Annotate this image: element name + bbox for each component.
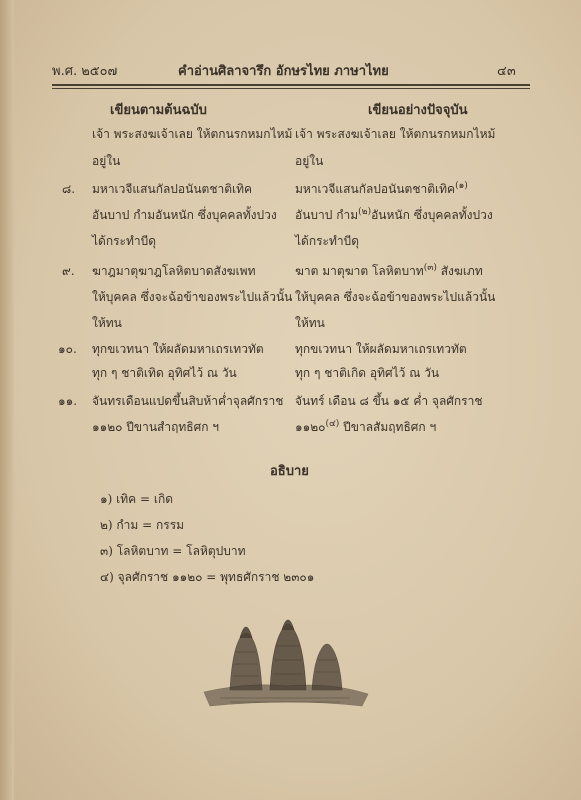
right-text: อันบาป กำม <box>295 208 359 222</box>
footnote-ref: (๔) <box>325 419 340 429</box>
left-line: ได้กระทำบีดุ <box>92 234 157 248</box>
right-line: ให้บุคคล ซึ่งจะฉ้อข้าของพระไปแล้วนั้น <box>295 290 496 304</box>
right-line: ทุกขเวทนา ให้ผลัดมหาเถรเทวทัต <box>295 342 467 356</box>
header-rule <box>52 84 530 86</box>
footnote-ref: (๑) <box>455 181 468 191</box>
right-text: ๑๑๒๐ <box>295 420 326 434</box>
page-binding-edge <box>0 0 14 800</box>
right-line <box>295 180 468 199</box>
right-line: ให้ทน <box>295 316 325 330</box>
left-line: ให้บุคคล ซึ่งจะฉ้อข้าของพระไปแล้วนั้น <box>92 290 293 304</box>
line-number: ๘. <box>62 182 76 196</box>
right-text: อันหนัก ซึ่งบุคคลทั้งปวง <box>371 208 493 222</box>
line-number: ๑๐. <box>58 342 77 356</box>
temple-towers-icon <box>190 612 380 712</box>
left-line: จันทรเดือนแปดขึ้นสิบห้าค่ำจุลศักราช <box>92 394 284 408</box>
left-line: ทุกขเวทนา ให้ผลัดมหาเถรเทวทัต <box>92 342 264 356</box>
footnote-ref: (๒) <box>358 207 372 217</box>
header-rule-thin <box>52 88 530 89</box>
right-line <box>295 418 436 437</box>
note-item: ๔) จุลศักราช ๑๑๒๐ = พุทธศักราช ๒๓๐๑ <box>100 570 315 584</box>
left-line: อยู่ใน <box>92 154 121 168</box>
left-column-title: เขียนตามต้นฉบับ <box>110 103 207 118</box>
left-line: ทุก ๆ ชาติเทิด อุทิศไว้ ณ วัน <box>92 366 237 380</box>
header-title: คำอ่านศิลาจารึก อักษรไทย ภาษาไทย <box>178 64 389 79</box>
right-text: มหาเวจีแสนกัลปอนันตชาติเทิค <box>295 182 456 196</box>
line-number: ๙. <box>62 264 75 278</box>
left-line: ฆาฎมาตุฆาฎโลหิตบาดสังฆเพท <box>92 264 256 278</box>
header-year: พ.ศ. ๒๕๐๗ <box>52 64 118 79</box>
right-line: อยู่ใน <box>295 154 324 168</box>
right-line: ได้กระทำบีดุ <box>295 234 360 248</box>
notes-title: อธิบาย <box>270 464 309 479</box>
right-text: ฆาต มาตุฆาต โลหิตบาท <box>295 264 424 278</box>
right-line <box>295 262 483 281</box>
line-number: ๑๑. <box>58 394 78 408</box>
right-line: จันทร์ เดือน ๘ ขึ้น ๑๕ ค่ำ จุลศักราช <box>295 394 483 408</box>
right-text: สังฆเภท <box>440 264 483 278</box>
right-text: ปีขาลสัมฤทธิศก ฯ <box>343 420 437 434</box>
left-line: อันบาป กำมอันหนัก ซึ่งบุคคลทั้งปวง <box>92 208 277 222</box>
right-line <box>295 206 493 225</box>
note-item: ๓) โลหิตบาท = โลหิตุปบาท <box>100 544 246 558</box>
left-line: ๑๑๒๐ ปีขานสำฤทธิศก ฯ <box>92 420 220 434</box>
note-item: ๒) กำม = กรรม <box>100 518 185 532</box>
left-line: มหาเวจีแสนกัลปอนันตชาติเทิค <box>92 182 253 196</box>
right-line: ทุก ๆ ชาติเกิด อุทิศไว้ ณ วัน <box>295 366 440 380</box>
note-item: ๑) เทิค = เกิด <box>100 492 173 506</box>
page-number: ๔๓ <box>497 64 516 79</box>
footnote-ref: (๓) <box>423 263 437 273</box>
right-column-title: เขียนอย่างปัจจุบัน <box>368 103 468 118</box>
left-line: ให้ทน <box>92 316 122 330</box>
left-line: เจ้า พระสงฆเจ้าเลย ให้ตกนรกหมกไหม้ <box>92 127 293 141</box>
right-line: เจ้า พระสงฆเจ้าเลย ให้ตกนรกหมกไหม้ <box>295 127 496 141</box>
